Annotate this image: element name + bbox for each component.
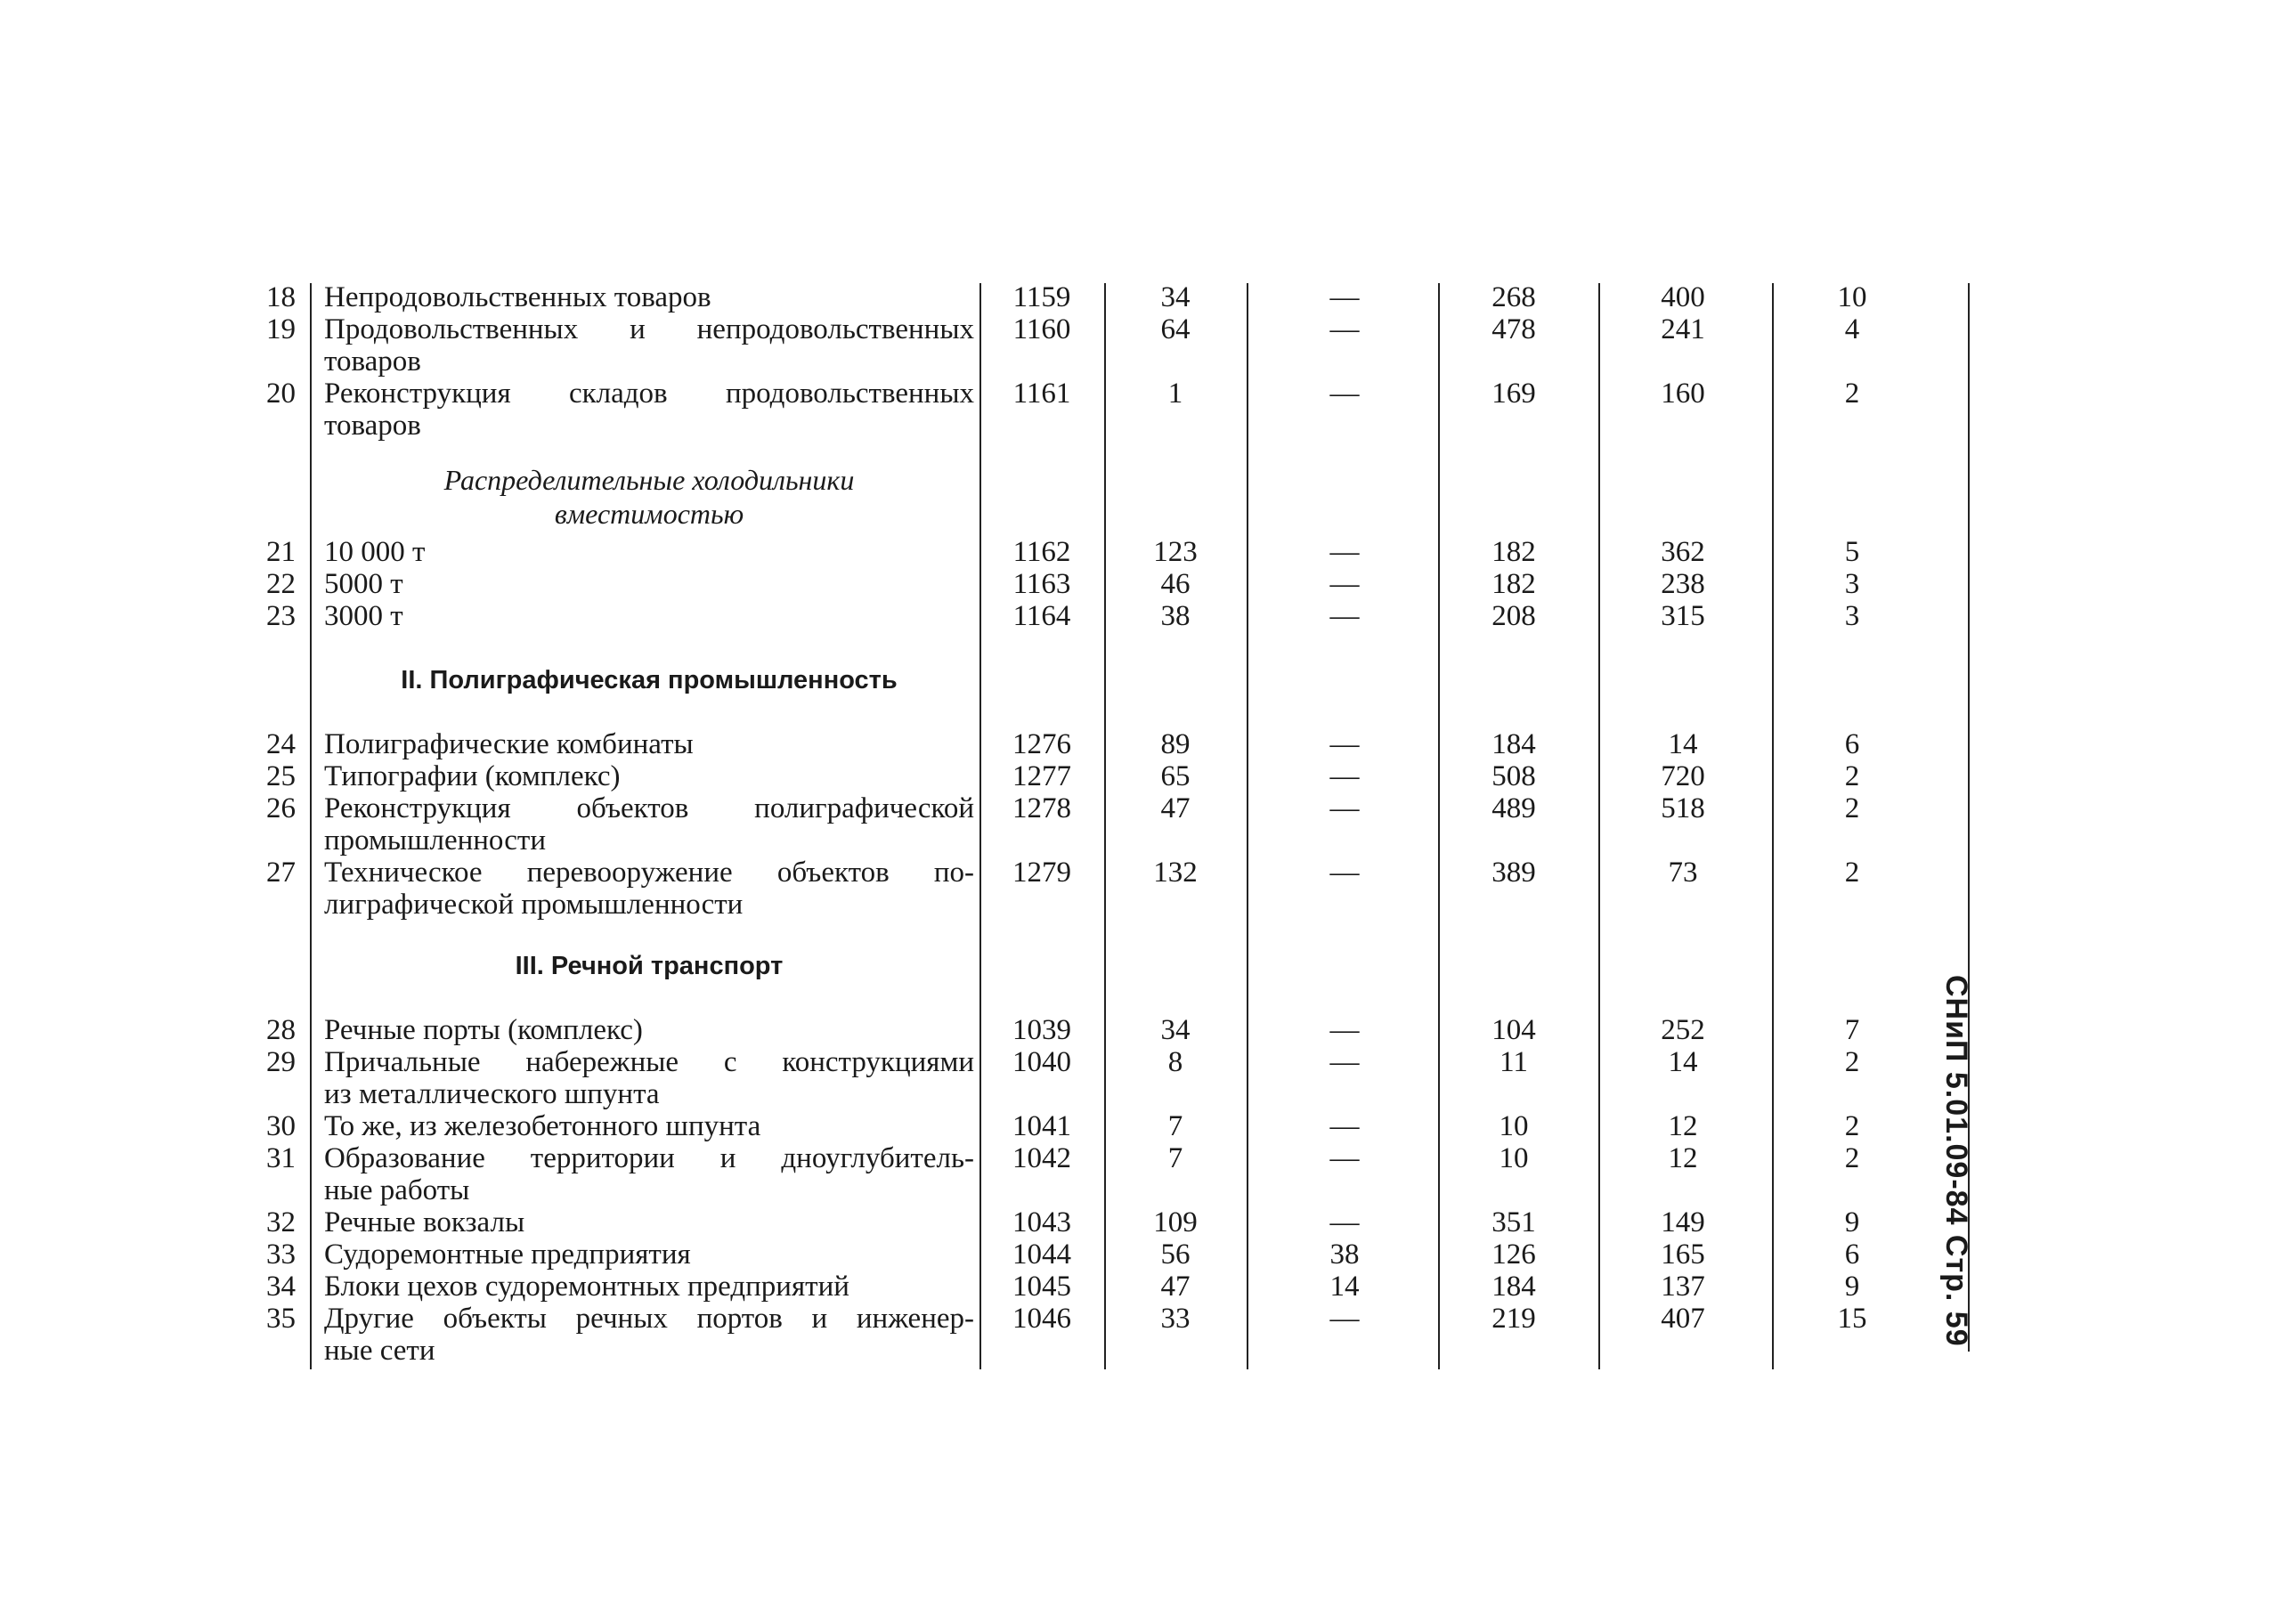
table-row	[0, 313, 2292, 378]
row-value-2: 38	[1329, 1238, 1360, 1271]
row-value-1: 33	[1160, 1303, 1191, 1335]
row-code: 1041	[1012, 1110, 1071, 1142]
row-code: 1159	[1012, 281, 1071, 313]
row-number: 31	[266, 1142, 296, 1174]
row-value-4: 400	[1661, 281, 1705, 313]
row-code: 1163	[1012, 568, 1071, 600]
row-code: 1276	[1012, 728, 1071, 760]
row-number: 29	[266, 1046, 296, 1078]
row-value-2: —	[1329, 760, 1360, 792]
table-row	[0, 281, 2292, 313]
row-code: 1162	[1012, 536, 1071, 568]
row-value-5: 10	[1837, 281, 1867, 313]
row-value-5: 2	[1844, 792, 1860, 824]
row-value-3: 182	[1491, 536, 1536, 568]
row-name-line: Блоки цехов судоремонтных предприятий	[324, 1271, 849, 1303]
row-value-2: —	[1329, 1110, 1360, 1142]
row-name-line: ные работы	[324, 1174, 470, 1206]
row-number: 20	[266, 378, 296, 410]
row-name-line: Полиграфические комбинаты	[324, 728, 694, 760]
row-name-line: промышленности	[324, 824, 546, 857]
row-value-1: 7	[1167, 1110, 1183, 1142]
row-value-5: 2	[1844, 1142, 1860, 1174]
row-value-1: 132	[1153, 857, 1198, 889]
row-value-3: 351	[1491, 1206, 1536, 1238]
row-value-4: 12	[1668, 1110, 1698, 1142]
row-value-3: 182	[1491, 568, 1536, 600]
row-value-1: 64	[1160, 313, 1191, 345]
subheading-refrigerators	[324, 463, 974, 531]
row-value-3: 126	[1491, 1238, 1536, 1271]
row-number: 28	[266, 1014, 296, 1046]
row-code: 1039	[1012, 1014, 1071, 1046]
row-value-1: 8	[1167, 1046, 1183, 1078]
row-value-2: —	[1329, 728, 1360, 760]
row-value-2: —	[1329, 792, 1360, 824]
row-name-line: Реконструкция объектов полиграфической	[324, 792, 974, 824]
row-name-line: Судоремонтные предприятия	[324, 1238, 691, 1271]
row-value-1: 38	[1160, 600, 1191, 632]
row-value-2: —	[1329, 1014, 1360, 1046]
row-number: 25	[266, 760, 296, 792]
row-value-3: 489	[1491, 792, 1536, 824]
row-number: 35	[266, 1303, 296, 1335]
row-number: 21	[266, 536, 296, 568]
row-name-line: товаров	[324, 345, 421, 378]
row-number: 26	[266, 792, 296, 824]
row-value-1: 56	[1160, 1238, 1191, 1271]
row-name-line: Продовольственных и непродовольственных	[324, 313, 974, 345]
row-value-3: 10	[1499, 1110, 1529, 1142]
row-name-line: из металлического шпунта	[324, 1078, 660, 1110]
row-value-4: 14	[1668, 1046, 1698, 1078]
row-value-1: 89	[1160, 728, 1191, 760]
row-value-1: 47	[1160, 1271, 1191, 1303]
row-value-3: 268	[1491, 281, 1536, 313]
row-number: 33	[266, 1238, 296, 1271]
row-value-1: 123	[1153, 536, 1198, 568]
row-code: 1279	[1012, 857, 1071, 889]
row-value-5: 4	[1844, 313, 1860, 345]
row-value-4: 241	[1661, 313, 1705, 345]
row-number: 30	[266, 1110, 296, 1142]
row-value-1: 34	[1160, 1014, 1191, 1046]
row-name-line: Реконструкция складов продовольственных	[324, 378, 974, 410]
row-value-2: —	[1329, 568, 1360, 600]
section-title-printing: II. Полиграфическая промышленность	[401, 666, 898, 694]
row-value-2: —	[1329, 1303, 1360, 1335]
row-value-4: 238	[1661, 568, 1705, 600]
row-number: 27	[266, 857, 296, 889]
row-value-2: —	[1329, 313, 1360, 345]
row-value-1: 47	[1160, 792, 1191, 824]
table-row	[0, 378, 2292, 442]
row-value-2: —	[1329, 1206, 1360, 1238]
section-title-river-transport: III. Речной транспорт	[515, 952, 784, 980]
table-row	[0, 536, 2292, 568]
row-name-line: 10 000 т	[324, 536, 426, 568]
row-value-4: 252	[1661, 1014, 1705, 1046]
row-value-3: 169	[1491, 378, 1536, 410]
row-value-2: 14	[1329, 1271, 1360, 1303]
row-value-4: 518	[1661, 792, 1705, 824]
row-value-3: 10	[1499, 1142, 1529, 1174]
row-code: 1042	[1012, 1142, 1071, 1174]
row-value-5: 3	[1844, 568, 1860, 600]
row-number: 18	[266, 281, 296, 313]
row-value-2: —	[1329, 1142, 1360, 1174]
row-value-3: 219	[1491, 1303, 1536, 1335]
row-number: 19	[266, 313, 296, 345]
row-value-4: 160	[1661, 378, 1705, 410]
row-code: 1045	[1012, 1271, 1071, 1303]
row-value-2: —	[1329, 281, 1360, 313]
row-value-2: —	[1329, 857, 1360, 889]
row-name-line: 3000 т	[324, 600, 403, 632]
row-value-2: —	[1329, 600, 1360, 632]
row-value-4: 720	[1661, 760, 1705, 792]
row-value-4: 362	[1661, 536, 1705, 568]
row-value-1: 7	[1167, 1142, 1183, 1174]
subheading-line: Распределительные холодильники	[443, 464, 855, 496]
row-value-2: —	[1329, 378, 1360, 410]
row-number: 22	[266, 568, 296, 600]
table-row	[0, 792, 2292, 857]
subheading-line: вместимостью	[554, 498, 744, 530]
row-name-line: 5000 т	[324, 568, 403, 600]
row-value-2: —	[1329, 536, 1360, 568]
table-row	[0, 568, 2292, 600]
row-code: 1164	[1012, 600, 1071, 632]
row-name-line: Типографии (комплекс)	[324, 760, 621, 792]
row-value-3: 208	[1491, 600, 1536, 632]
row-code: 1161	[1012, 378, 1071, 410]
row-value-4: 137	[1661, 1271, 1705, 1303]
row-number: 23	[266, 600, 296, 632]
row-value-1: 109	[1153, 1206, 1198, 1238]
table-row	[0, 857, 2292, 921]
row-value-4: 407	[1661, 1303, 1705, 1335]
row-value-5: 2	[1844, 760, 1860, 792]
row-value-4: 14	[1668, 728, 1698, 760]
row-value-5: 6	[1844, 728, 1860, 760]
row-value-5: 3	[1844, 600, 1860, 632]
row-value-1: 34	[1160, 281, 1191, 313]
row-value-1: 65	[1160, 760, 1191, 792]
row-value-5: 2	[1844, 378, 1860, 410]
row-number: 24	[266, 728, 296, 760]
row-name-line: лиграфической промышленности	[324, 889, 744, 921]
row-value-5: 9	[1844, 1271, 1860, 1303]
row-name-line: Другие объекты речных портов и инженер-	[324, 1303, 974, 1335]
table-row	[0, 760, 2292, 792]
row-value-5: 2	[1844, 857, 1860, 889]
row-value-5: 2	[1844, 1046, 1860, 1078]
row-name-line: Речные порты (комплекс)	[324, 1014, 643, 1046]
row-value-3: 389	[1491, 857, 1536, 889]
row-code: 1044	[1012, 1238, 1071, 1271]
table-row	[0, 600, 2292, 632]
row-name-line: Непродовольственных товаров	[324, 281, 711, 313]
row-value-3: 184	[1491, 728, 1536, 760]
row-value-5: 5	[1844, 536, 1860, 568]
row-value-1: 1	[1167, 378, 1183, 410]
row-name-line: Причальные набережные с конструкциями	[324, 1046, 974, 1078]
row-name-line: товаров	[324, 410, 421, 442]
row-value-5: 6	[1844, 1238, 1860, 1271]
row-name-line: То же, из железобетонного шпунта	[324, 1110, 761, 1142]
row-value-4: 315	[1661, 600, 1705, 632]
row-value-5: 15	[1837, 1303, 1867, 1335]
row-value-3: 478	[1491, 313, 1536, 345]
row-value-3: 508	[1491, 760, 1536, 792]
row-name-line: Образование территории и дноуглубитель-	[324, 1142, 974, 1174]
row-number: 32	[266, 1206, 296, 1238]
row-value-5: 7	[1844, 1014, 1860, 1046]
row-value-4: 73	[1668, 857, 1698, 889]
row-code: 1278	[1012, 792, 1071, 824]
side-page-label: СНиП 5.01.09-84 Стр. 59	[1939, 975, 1973, 1347]
row-value-3: 104	[1491, 1014, 1536, 1046]
row-name-line: Техническое перевооружение объектов по-	[324, 857, 974, 889]
row-value-1: 46	[1160, 568, 1191, 600]
row-value-3: 11	[1500, 1046, 1528, 1078]
row-code: 1277	[1012, 760, 1071, 792]
row-value-4: 149	[1661, 1206, 1705, 1238]
row-code: 1043	[1012, 1206, 1071, 1238]
row-name-line: ные сети	[324, 1335, 435, 1367]
row-code: 1046	[1012, 1303, 1071, 1335]
row-value-5: 2	[1844, 1110, 1860, 1142]
row-value-5: 9	[1844, 1206, 1860, 1238]
row-value-4: 165	[1661, 1238, 1705, 1271]
row-code: 1040	[1012, 1046, 1071, 1078]
row-value-3: 184	[1491, 1271, 1536, 1303]
row-number: 34	[266, 1271, 296, 1303]
row-name-line: Речные вокзалы	[324, 1206, 525, 1238]
table-row	[0, 728, 2292, 760]
row-value-4: 12	[1668, 1142, 1698, 1174]
row-value-2: —	[1329, 1046, 1360, 1078]
row-code: 1160	[1012, 313, 1071, 345]
